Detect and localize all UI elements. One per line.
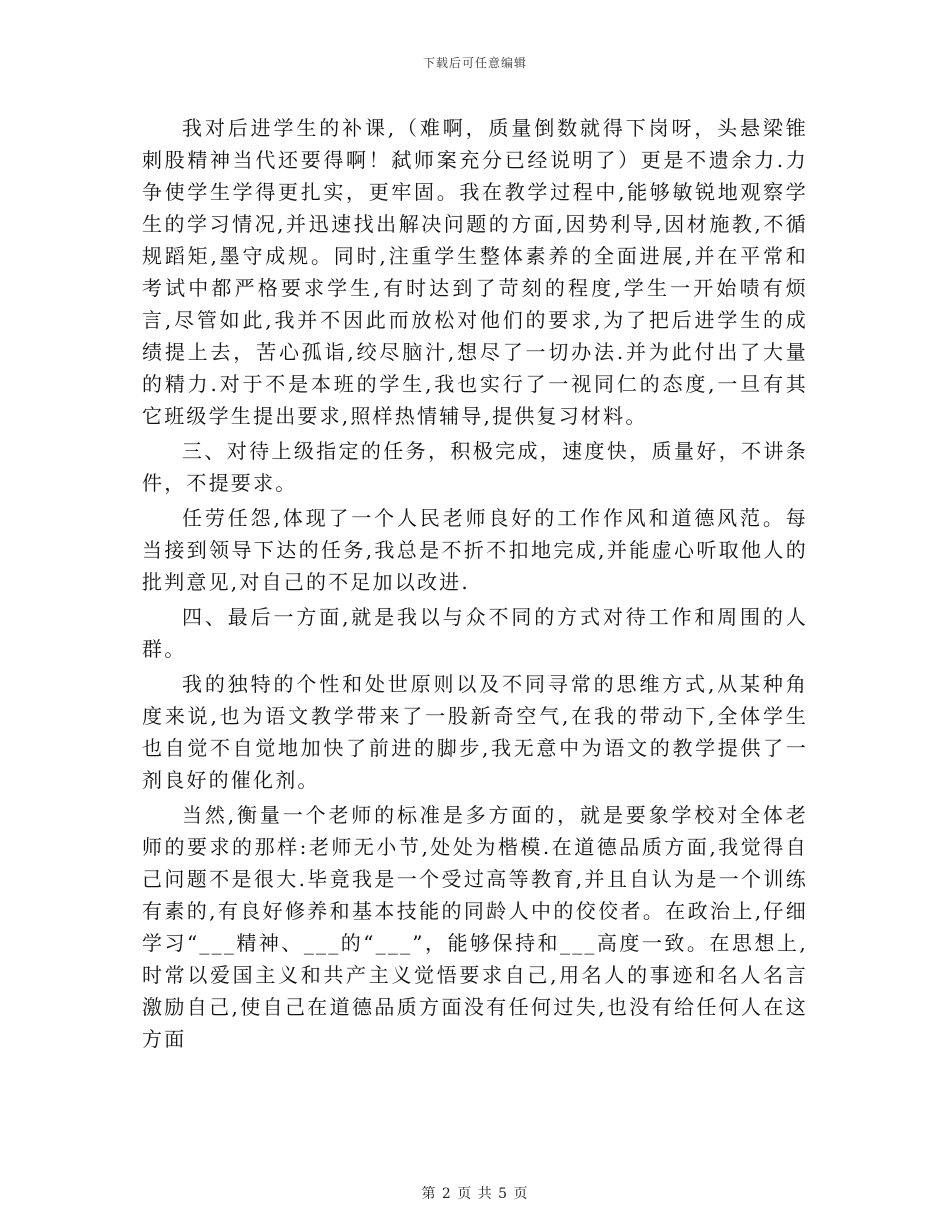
page-header: 下载后可任意编辑 [422,56,527,70]
paragraph-unique-personality: 我的独特的个性和处世原则以及不同寻常的思维方式,从某种角度来说,也为语文教学带来了一股新奇空气,在我的带动下,全体学生也自觉不自觉地加快了前进的脚步,我无意中为语文的教学提供了一剂良好的催化剂。 [142,672,808,792]
paragraph-moral-character: 当然,衡量一个老师的标准是多方面的，就是要象学校对全体老师的要求的那样:老师无小节,处处为楷模.在道德品质方面,我觉得自己问题不是很大.毕竟我是一个受过高等教育,并且自认为是一个训练有素的,有良好修养和基本技能的同龄人中的佼佼者。在政治上,仔细学习“___精神、___的“___”，能够保持和___高度一致。在思想上,时常以爱国主义和共产主义觉悟要求自己,用名人的事迹和名人名言激励自己,使自己在道德品质方面没有任何过失,也没有给任何人在这方面 [142,803,808,1051]
paragraph-work-ethic: 任劳任怨,体现了一个人民老师良好的工作作风和道德风范。每当接到领导下达的任务,我总是不折不扣地完成,并能虚心听取他人的批判意见,对自己的不足加以改进. [142,506,808,594]
page-number-footer: 第 2 页 共 5 页 [421,1186,529,1202]
paragraph-remedial-tutoring: 我对后进学生的补课,（难啊，质量倒数就得下岗呀，头悬梁锥刺股精神当代还要得啊！弑师案充分已经说明了）更是不遗余力.力争使学生学得更扎实，更牢固。我在教学过程中,能够敏锐地观察学生的学习情况,并迅速找出解决问题的方面,因势利导,因材施教,不循规蹈矩,墨守成规。同时,注重学生整体素养的全面进展,并在平常和考试中都严格要求学生,有时达到了苛刻的程度,学生一开始啧有烦言,尽管如此,我并不因此而放松对他们的要求,为了把后进学生的成绩提上去，苦心孤诣,绞尽脑汁,想尽了一切办法.并为此付出了大量的精力.对于不是本班的学生,我也实行了一视同仁的态度,一旦有其它班级学生提出要求,照样热情辅导,提供复习材料。 [142,116,808,428]
paragraph-section-four-heading: 四、最后一方面,就是我以与众不同的方式对待工作和周围的人群。 [142,605,808,661]
paragraph-section-three-heading: 三、对待上级指定的任务，积极完成，速度快，质量好，不讲条件，不提要求。 [142,439,808,495]
document-body [142,112,808,1058]
